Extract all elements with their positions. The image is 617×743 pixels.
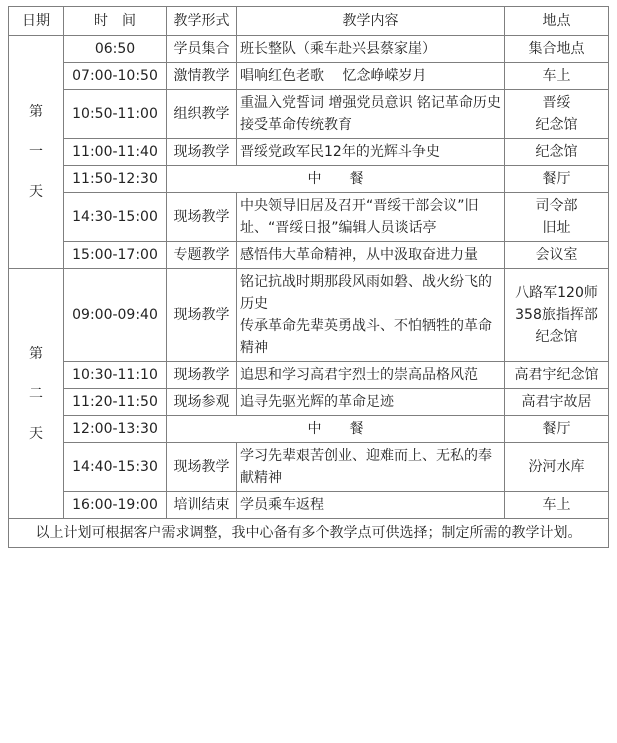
form-cell: 专题教学 xyxy=(167,242,237,269)
form-cell: 现场教学 xyxy=(167,269,237,362)
day2-label xyxy=(9,269,64,519)
note-row xyxy=(9,519,609,548)
day1-label-char: 第 xyxy=(29,104,43,120)
table-row xyxy=(9,166,609,193)
time-cell: 07:00-10:50 xyxy=(64,63,167,90)
time-cell: 11:00-11:40 xyxy=(64,139,167,166)
content-cell: 晋绥党政军民12年的光辉斗争史 xyxy=(237,139,505,166)
place-cell: 餐厅 xyxy=(505,416,609,443)
time-cell: 06:50 xyxy=(64,36,167,63)
time-cell: 11:50-12:30 xyxy=(64,166,167,193)
table-row xyxy=(9,416,609,443)
content-cell: 追思和学习高君宇烈士的崇高品格风范 xyxy=(237,362,505,389)
table-row xyxy=(9,63,609,90)
table-row xyxy=(9,362,609,389)
day1-label-char: 一 xyxy=(29,144,43,160)
content-cell: 重温入党誓词 增强党员意识 铭记革命历史 接受革命传统教育 xyxy=(237,90,505,139)
table-row xyxy=(9,443,609,492)
content-cell: 唱响红色老歌 忆念峥嵘岁月 xyxy=(237,63,505,90)
time-cell: 14:40-15:30 xyxy=(64,443,167,492)
place-cell: 餐厅 xyxy=(505,166,609,193)
note-text: 以上计划可根据客户需求调整，我中心备有多个教学点可供选择；制定所需的教学计划。 xyxy=(9,519,609,548)
table-row xyxy=(9,242,609,269)
place-cell: 纪念馆 xyxy=(505,139,609,166)
place-cell: 汾河水库 xyxy=(505,443,609,492)
table-row xyxy=(9,389,609,416)
table-row xyxy=(9,193,609,242)
day1-label-char: 天 xyxy=(29,184,43,200)
place-cell: 集合地点 xyxy=(505,36,609,63)
day2-label-char: 二 xyxy=(29,385,43,402)
header-date: 日期 xyxy=(9,7,64,36)
table-row xyxy=(9,492,609,519)
place-cell: 八路军120师 358旅指挥部 纪念馆 xyxy=(505,269,609,362)
header-form: 教学形式 xyxy=(167,7,237,36)
place-cell: 晋绥 纪念馆 xyxy=(505,90,609,139)
time-cell: 10:30-11:10 xyxy=(64,362,167,389)
header-place: 地点 xyxy=(505,7,609,36)
time-cell: 16:00-19:00 xyxy=(64,492,167,519)
content-cell: 追寻先驱光辉的革命足迹 xyxy=(237,389,505,416)
table-row xyxy=(9,90,609,139)
table-row xyxy=(9,139,609,166)
time-cell: 12:00-13:30 xyxy=(64,416,167,443)
place-cell: 高君宇故居 xyxy=(505,389,609,416)
content-cell: 感悟伟大革命精神，从中汲取奋进力量 xyxy=(237,242,505,269)
meal-cell: 中 餐 xyxy=(167,166,505,193)
form-cell: 现场教学 xyxy=(167,139,237,166)
time-cell: 15:00-17:00 xyxy=(64,242,167,269)
content-cell: 学员乘车返程 xyxy=(237,492,505,519)
form-cell: 现场教学 xyxy=(167,193,237,242)
day1-label xyxy=(9,36,64,269)
content-cell: 中央领导旧居及召开“晋绥干部会议”旧址、“晋绥日报”编辑人员谈话亭 xyxy=(237,193,505,242)
table-row xyxy=(9,269,609,362)
day2-label-char: 第 xyxy=(29,345,43,362)
form-cell: 组织教学 xyxy=(167,90,237,139)
day2-label-char: 天 xyxy=(29,425,43,442)
place-cell: 司令部 旧址 xyxy=(505,193,609,242)
content-cell: 班长整队（乘车赴兴县蔡家崖） xyxy=(237,36,505,63)
header-time: 时 间 xyxy=(64,7,167,36)
place-cell: 车上 xyxy=(505,492,609,519)
time-cell: 14:30-15:00 xyxy=(64,193,167,242)
form-cell: 学员集合 xyxy=(167,36,237,63)
header-row xyxy=(9,7,609,36)
form-cell: 现场参观 xyxy=(167,389,237,416)
header-content: 教学内容 xyxy=(237,7,505,36)
schedule-table xyxy=(8,6,609,548)
form-cell: 现场教学 xyxy=(167,443,237,492)
time-cell: 11:20-11:50 xyxy=(64,389,167,416)
place-cell: 车上 xyxy=(505,63,609,90)
content-cell: 铭记抗战时期那段风雨如磐、战火纷飞的历史 传承革命先辈英勇战斗、不怕牺牲的革命精神 xyxy=(237,269,505,362)
form-cell: 培训结束 xyxy=(167,492,237,519)
place-cell: 会议室 xyxy=(505,242,609,269)
form-cell: 现场教学 xyxy=(167,362,237,389)
meal-cell: 中 餐 xyxy=(167,416,505,443)
time-cell: 09:00-09:40 xyxy=(64,269,167,362)
time-cell: 10:50-11:00 xyxy=(64,90,167,139)
table-row xyxy=(9,36,609,63)
place-cell: 高君宇纪念馆 xyxy=(505,362,609,389)
form-cell: 激情教学 xyxy=(167,63,237,90)
content-cell: 学习先辈艰苦创业、迎难而上、无私的奉献精神 xyxy=(237,443,505,492)
